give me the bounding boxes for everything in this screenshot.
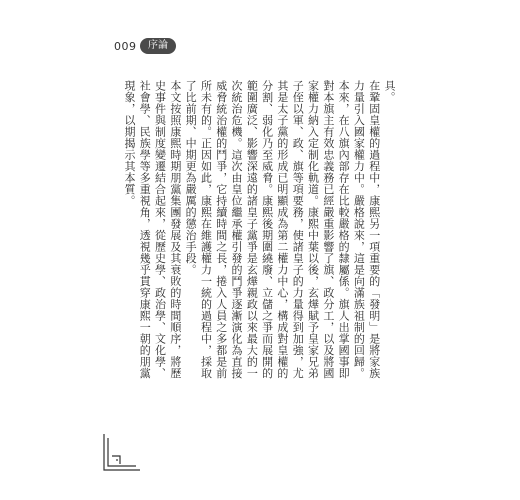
paragraph: 在鞏固皇權的過程中，康熙另一項重要的「發明」是將家族力量引入國家權力中。嚴格說來，這是向滿族祖制的回歸。本來，在八旗內部存在比較嚴格的隸屬係。旗人出掌國事即對本旗主有效忠義務已經嚴重影響了旗、政分工，以及將國家權力納入定制化軌道。康熙中葉以後，玄燁賦予皇家兄弟子侄以軍、政、旗等項要務，使諸皇子的力量得到加強，尤其是太子黨的形成已明顯成為第二權力中心，構成對皇權的分割、弱化乃至威脅。康熙後期圍繞廢、立儲之爭而展開的範圍廣泛、影響深遠的諸皇子黨爭是玄燁親政以來最大的一次統治危機。這次由皇位繼承權引發的鬥爭逐漸演化為直接威脅統治權的鬥爭，它持續時間之長，捲入人員之多都是前所未有的。正因如此，康熙在維護權力一統的過程中，採取了比前期、中期更為嚴厲的懲治手段。 bbox=[184, 80, 381, 379]
paragraph: 具。 bbox=[383, 80, 396, 103]
paragraph: 本文按照康熙時期朋黨集團發展及其衰敗的時間順序，將歷史事件與制度變遷結合起來，從歷史學、政治學、文化學、社會學、民族學等多重視角，透視幾乎貫穿康熙一朝的朋黨現象，以期揭示其本質。 bbox=[122, 80, 182, 379]
section-tag: 序論 bbox=[140, 38, 176, 54]
corner-bracket-ornament bbox=[102, 432, 142, 477]
page-number: 009 bbox=[114, 40, 137, 53]
body-text bbox=[122, 80, 397, 385]
